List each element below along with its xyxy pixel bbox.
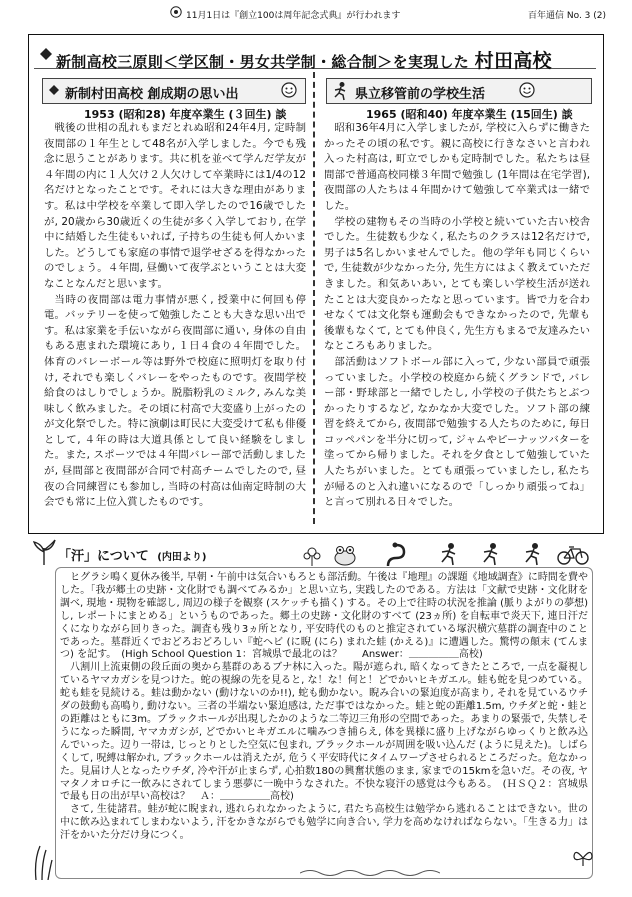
section2-heading — [58, 545, 278, 567]
blossom-flower-icon — [300, 544, 324, 566]
section2-paragraph: ヒグラシ鳴く夏休み後半, 早朝・午前中は気合いもろとも部活動。午後は『地理』の課題《地域調査》に時間を費やした。「我が郷土の史跡・文化財でも調べてみるか」と思い立ち, 実践したのである。方法は「文献で史跡・文化財を調べ, 現地・現物を確認し, 周辺の様子を観察 (スケッチも描く) する。その上で往時の状況を推論 (脈りよがりの夢想) し, レポートにまとめる」というものであった。郷土の史跡・文化財のすべて (23ヵ所) を自転車で炎天下, 連日汗だくになりながら回りきった。調査も残り3ヵ所となり, 平安時代のものと推定されている塚沢横穴墓群の調査中のことであった。墓群近くでおどろおどろしい『蛇ヘビ (に睨 (にら) まれた蛙 (かえる)』に遭遇した。驚愕の顛末 (てんまつ) を記す。 (High School Question 1：宮城県で最北のは？ Answer：＿＿＿＿＿高校) — [60, 572, 588, 661]
left-column-title — [42, 78, 306, 104]
top-bar — [0, 0, 632, 30]
diamond-bullet-icon — [49, 85, 59, 95]
section2-title: 「汗」について — [58, 549, 149, 564]
banner-school-name: 村田高校 — [474, 50, 552, 72]
section2-byline: (内田より) — [157, 552, 207, 563]
left-paragraph: 戦後の世相の乱れもまだとれぬ昭和24年4月, 定時制夜間部の１年生として48名が入学しました。今でも残念に思うことがあります。共に机を並べて学んだ学友が４年間の内に１人欠け２人欠けして卒業時には1/4の12名だけとなったことです。それには大きな理由があります。私は中学校を卒業して即入学したので16歳でしたが, 20歳から30歳近くの生徒が多く入学しており, 在学中に結婚した生徒もいれば, 子持ちの生徒も何人かいました。どうしても家庭の事情で退学せざるを得なかったのでしょう。４年間, 昼働いて夜学ぶということは大変なことなんだと思います。 — [44, 122, 306, 290]
left-column-byline: 1953 (昭和28) 年度卒業生 (３回生) 談 — [84, 108, 287, 121]
butterfly-icon — [572, 848, 594, 868]
right-column-title — [326, 78, 592, 104]
runner-icon — [522, 542, 544, 566]
grass-ornament-icon — [30, 840, 54, 880]
runner-icon — [438, 542, 460, 566]
issue-number: 百年通信 No. 3 (2) — [528, 11, 606, 21]
plant-sprout-icon — [30, 538, 58, 566]
feature-banner — [34, 38, 596, 72]
left-column-body — [44, 121, 306, 511]
event-notice: 11月1日は『創立100は周年記念式典』が行われます — [186, 11, 401, 21]
right-paragraph: 部活動はソフトボール部に入って, 少ない部員で頑張っていました。小学校の校庭から続くグランドで, バレー部・野球部と一緒でしたし, 小学校の子供たちとぶつかったりするなど, なかなか大変でした。ソフト部の練習を終えてから, 夜間部で勉強する人たちのために, 毎日コッペパンを半分に切って, ジャムやピーナッツバターを塗ってから帰りました。それを夕食として勉強していた人たちがいました。とても頑張っていましたし, 私たちが帰るのと入れ違いになるので「しっかり頑張ってね」と言って別れる日々でした。 — [324, 355, 590, 509]
right-column-byline: 1965 (昭和40) 年度卒業生 (15回生) 談 — [366, 108, 573, 121]
section2-paragraph: さて, 生徒諸君。蛙が蛇に睨まれ, 逃れられなかったように, 君たち高校生は勉学から逃れることはできない。世の中に飲み込まれてしまわないよう, 汗をかきながらでも勉学に向き合い, 学力を高めなければならない。「生きる力」は汗をかいた分だけ身につく。 — [60, 804, 588, 842]
right-column-body — [324, 121, 590, 511]
smiley-face-icon — [519, 82, 535, 98]
wave-line-icon — [300, 868, 440, 878]
runner-figure-icon — [331, 81, 351, 101]
section2-paragraph: 八割川上流東側の段丘面の奥から墓群のあるブナ林に入った。陽が遮られ, 暗くなってきたところで, 一点を凝視しているヤマカガシを見つけた。蛇の視線の先を見ると, な！な！何と！どでかいヒキガエル。蛙も蛇を見つめている。蛇も蛙を見続ける。蛙は動かない (動けないのか!!), 蛇も動かない。睨み合いの緊迫度が高まり, それを見ているウチダの鼓動も高鳴り, 動けない。三者の半端ない緊迫感は, ただ事ではなかった。蛙と蛇の距離1.5m, ウチダと蛇・蛙との距離はともに3m。ブラックホールが出現したかのような二等辺三角形の空間であった。あまりの緊張で, 失禁しそうになった瞬間, ヤマカガシが, どでかいヒキガエルに噛みつき捕らえ, 体を異様に盛り上げながらゆっくりと飲み込んでいった。辺り一帯は, じっとりとした空気に包まれ, ブラックホールが周囲を吸い込んだ (ように見えた)。しばらくして, 呪縛は解かれ, ブラックホールは消えたが, 危うく平安時代にタイムワープさせられるところだった。危なかった。見届け人となったウチダ, 冷や汗が止まらず, 心拍数180の興奮状態のまま, 家までの15kmを急いだ。その夜, ヤマタノオロチに一飲みにされてしまう悪夢に一晩中うなされた。不快な寝汗の感覚は今もある。 (ＨＳＱ２：宮城県で最も日の出が早い高校は？ Ａ：＿＿＿＿＿高校) — [60, 662, 588, 803]
section2-body — [60, 572, 588, 843]
banner-title — [56, 46, 552, 73]
frog-icon — [332, 544, 358, 566]
diamond-ornament-icon — [40, 48, 52, 60]
snake-icon — [384, 542, 410, 568]
right-paragraph: 昭和36年4月に入学しましたが, 学校に入らずに働きたかったその頃の私です。親に高校に行きなさいと言われ入った村高は, 町立でしかも定時制でした。私たちは昼間部で普通高校同様３年間で勉強し (1年間は在宅学習), 夜間部の人たちは４年間かけて勉強して卒業式は一緒でした。 — [324, 122, 590, 212]
runner-icon — [480, 542, 502, 566]
left-paragraph: 当時の夜間部は電力事情が悪く, 授業中に何回も停電。バッテリーを使って勉強したことも大きな思い出です。私は家業を手伝いながら夜間部に通い, 身体の自由もある恵まれた環境にあり, １日４食の４年間でした。体育のバレーボール等は野外で校庭に照明灯を取り付け, それでも楽しくバレーをやったものです。夜間学校給食のはしりでしょうか。脱脂粉乳のミルク, みんな美味しく飲みました。その頃に村高で大変盛り上がったのが文化祭でした。特に演劇は町民に大変受けて私も俳優として, ４年の時は大道具係として良い経験をしました。また, スポーツでは４年間バレー部で活動しましたが, 昼間部と夜間部が合同で村高チームでしたので, 昼夜の合同練習にも参加し, 当時の村高は仙南定時制の大会でも常に上位入賞したものです。 — [44, 293, 306, 509]
school-crest-icon — [170, 6, 182, 18]
smiley-face-icon — [281, 82, 297, 98]
column-divider — [313, 72, 315, 524]
right-paragraph: 学校の建物もその当時の小学校と続いていた古い校舎でした。生徒数も少なく, 私たちのクラスは12名だけで, 男子は5名しかいませんでした。他の学年も同じくらいで, 生徒数が少なかった分, 先生方にはよく教えていただきました。和気あいあい, とても楽しい学校生活が送れたことは大変良かったなと思っています。皆で力を合わせなくては文化祭も運動会もできなかったので, 先輩も後輩もなくて, とても仲良く, 先生方もまるで友達みたいなところもありました。 — [324, 215, 590, 353]
left-column-title-text: 新制村田高校 創成期の思い出 — [65, 87, 239, 102]
bicycle-icon — [556, 544, 590, 566]
right-column-title-text: 県立移管前の学校生活 — [355, 87, 486, 102]
banner-title-main: 新制高校三原則＜学区制・男女共学制・総合制＞を実現した — [56, 53, 470, 71]
